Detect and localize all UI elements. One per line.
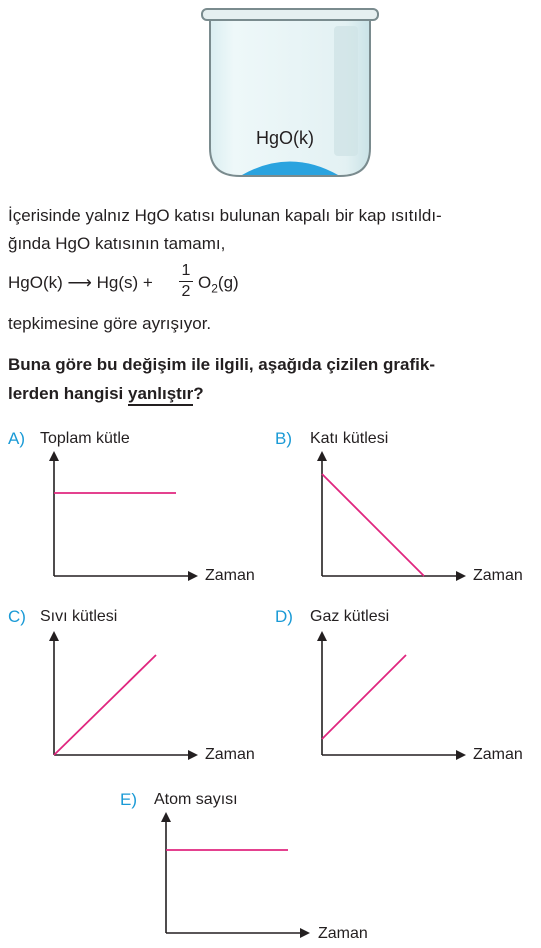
ask-prefix: lerden hangisi: [8, 384, 128, 403]
ask-suffix: ?: [193, 384, 204, 403]
x-axis-arrow: [456, 750, 466, 760]
x-axis-arrow: [188, 750, 198, 760]
x-axis-label: Zaman: [473, 746, 523, 763]
beaker-svg: [0, 0, 541, 190]
beaker-label: HgO(k): [256, 128, 314, 148]
x-axis-label: Zaman: [318, 925, 368, 942]
x-axis-label: Zaman: [473, 567, 523, 584]
x-axis-label: Zaman: [205, 746, 255, 763]
x-axis-arrow: [300, 928, 310, 938]
option-letter: B): [275, 429, 292, 448]
question-line-2: ğında HgO katısının tamamı,: [8, 234, 226, 253]
option-d[interactable]: [270, 603, 541, 775]
option-letter: E): [120, 790, 137, 809]
option-letter: D): [275, 607, 293, 626]
option-title: Gaz kütlesi: [310, 608, 390, 625]
question-ask-2: [8, 383, 204, 405]
option-b[interactable]: [270, 425, 541, 595]
option-letter: A): [8, 429, 25, 448]
reaction-reactant: HgO(k): [8, 273, 68, 292]
o2-subscript: 2: [211, 281, 218, 296]
option-title: Katı kütlesi: [310, 430, 389, 447]
y-axis-arrow: [317, 631, 327, 641]
reaction-equation: [8, 272, 153, 294]
reaction-product-o2: [198, 272, 239, 299]
fraction-bar: [179, 281, 193, 282]
ask-emphasis: yanlıştır: [128, 384, 193, 406]
x-axis-label: Zaman: [205, 567, 255, 584]
graph-line: [322, 655, 406, 739]
graph-line: [54, 655, 156, 755]
y-axis-arrow: [49, 451, 59, 461]
x-axis-arrow: [188, 571, 198, 581]
option-letter: C): [8, 607, 26, 626]
question-line-1: İçerisinde yalnız HgO katısı bulunan kapalı bir kap ısıtıldı-: [8, 206, 442, 225]
option-title: Sıvı kütlesi: [40, 608, 118, 625]
graph-e: [112, 786, 392, 946]
option-title: Toplam kütle: [40, 430, 130, 447]
question-line-3: tepkimesine göre ayrışıyor.: [8, 314, 212, 333]
y-axis-arrow: [49, 631, 59, 641]
o2-symbol: O: [198, 273, 212, 292]
question-ask-1: Buna göre bu değişim ile ilgili, aşağıda çizilen grafik-: [8, 355, 435, 374]
graph-line: [322, 474, 424, 576]
reaction-fraction: [178, 262, 194, 301]
option-e[interactable]: [112, 786, 392, 946]
reaction-arrow: ⟶: [67, 273, 92, 292]
option-c[interactable]: [0, 603, 270, 775]
reaction-product-hg: Hg(s) +: [91, 273, 153, 292]
y-axis-arrow: [317, 451, 327, 461]
option-a[interactable]: [0, 425, 270, 595]
y-axis-arrow: [161, 812, 171, 822]
fraction-denominator: 2: [181, 283, 191, 300]
option-title: Atom sayısı: [154, 791, 238, 808]
beaker-illustration: [0, 0, 541, 190]
o2-state: (g): [217, 273, 239, 292]
x-axis-arrow: [456, 571, 466, 581]
fraction-numerator: 1: [181, 262, 191, 279]
